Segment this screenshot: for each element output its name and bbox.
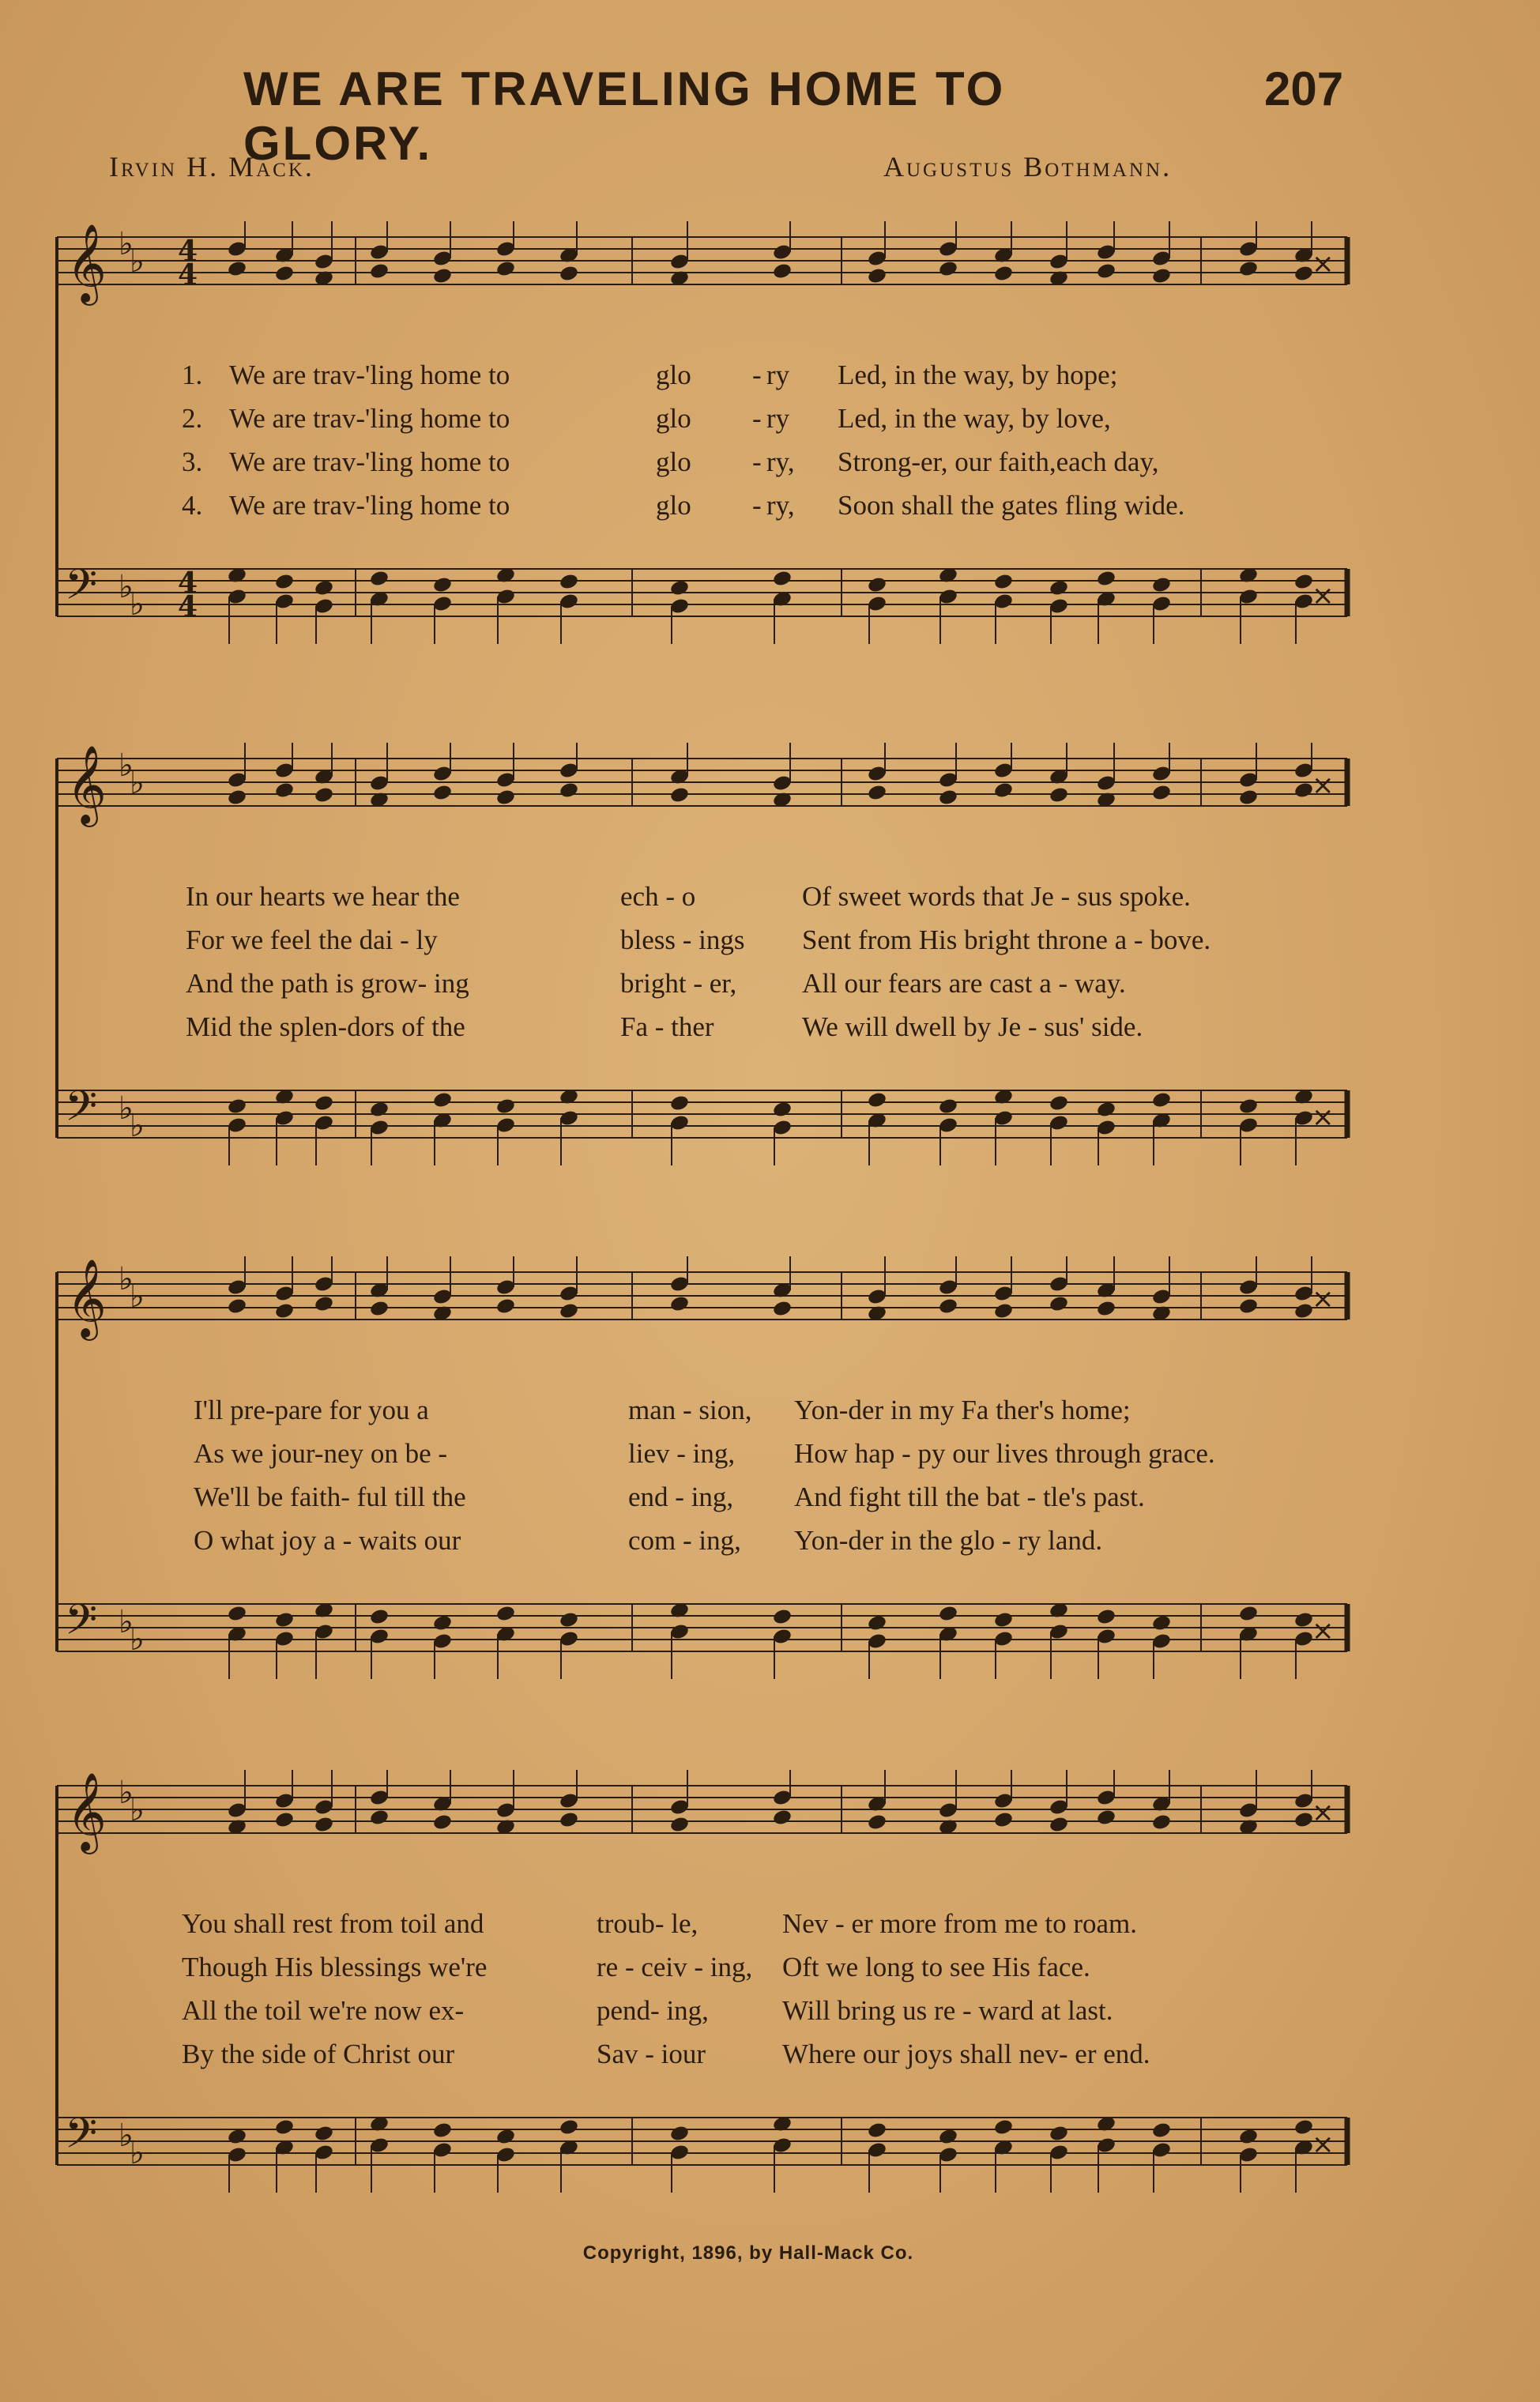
lyric-fragment: bright - er, (620, 968, 737, 999)
lyric-line (0, 1952, 1540, 1991)
note-head (314, 1816, 334, 1834)
note-head (867, 2122, 887, 2140)
note-head (274, 1611, 295, 1629)
note-head (314, 786, 334, 804)
note-head (274, 1302, 295, 1320)
lyric-fragment: Led, in the way, by love, (838, 403, 1111, 434)
note-head (993, 1811, 1014, 1829)
note-head (938, 1097, 958, 1116)
treble-clef-icon: 𝄞 (66, 1772, 107, 1851)
note-head (1096, 262, 1116, 280)
lyric-fragment: Soon shall the gates fling wide. (838, 490, 1185, 521)
composer-credit: Augustus Bothmann. (883, 151, 1173, 183)
lyric-fragment: ry, (766, 490, 795, 521)
note-head (1151, 1614, 1172, 1632)
lyric-fragment: In our hearts we hear the (186, 881, 460, 912)
lyric-fragment: ry (766, 403, 790, 434)
note-head (369, 1608, 390, 1626)
lyric-fragment: man - sion, (628, 1395, 752, 1425)
lyric-line (0, 1011, 1540, 1051)
lyric-fragment: end - ing, (628, 1481, 734, 1512)
note-head (559, 265, 579, 283)
lyric-line (0, 924, 1540, 964)
flat-icon: ♭ (130, 765, 145, 801)
lyric-line (0, 1908, 1540, 1948)
lyric-fragment: And the path is grow- ing (186, 968, 469, 999)
note-head (772, 570, 793, 588)
note-head (274, 573, 295, 591)
note-head (559, 781, 579, 800)
lyric-fragment: - (752, 490, 762, 521)
grand-staff (0, 743, 1540, 1185)
copyright-text: Copyright, 1896, by Hall-Mack Co. (582, 2242, 914, 2264)
bass-clef-icon: 𝄢 (65, 561, 98, 619)
lyric-line (0, 881, 1540, 921)
lyric-fragment: 2. (182, 403, 203, 434)
note-head (369, 1101, 390, 1119)
lyric-fragment: bless - ings (620, 924, 745, 955)
credits (0, 150, 1540, 190)
lyric-fragment: - (752, 446, 762, 477)
flat-icon: ♭ (130, 2135, 145, 2171)
time-signature-numerator: 4 (178, 567, 198, 600)
lyric-fragment: com - ing, (628, 1525, 741, 1556)
flat-icon: ♭ (119, 1775, 134, 1811)
note-head (495, 1097, 516, 1116)
note-head (559, 573, 579, 591)
note-head (227, 1297, 247, 1316)
note-head (669, 1295, 690, 1313)
note-head (669, 579, 690, 597)
lyric-fragment: How hap - py our lives through grace. (794, 1438, 1215, 1469)
note-head (772, 1300, 793, 1318)
lyric-fragment: Fa - ther (620, 1011, 714, 1042)
note-head (1049, 1295, 1069, 1313)
note-head (227, 2128, 247, 2146)
lyric-fragment: You shall rest from toil and (182, 1908, 484, 1939)
lyric-fragment: 4. (182, 490, 203, 521)
note-head (772, 262, 793, 280)
note-head (432, 267, 453, 285)
note-head (1151, 1813, 1172, 1832)
lyric-fragment: We'll be faith- ful till the (194, 1481, 466, 1512)
note-head (1151, 576, 1172, 594)
lyric-fragment: 3. (182, 446, 203, 477)
note-head (938, 2128, 958, 2146)
flat-icon: ♭ (130, 243, 145, 280)
lyric-fragment: Though His blessings we're (182, 1952, 488, 1982)
lyric-fragment: We are trav-'ling home to (229, 446, 510, 477)
note-head (274, 781, 295, 800)
lyric-fragment: - (752, 403, 762, 434)
lyric-line (0, 1395, 1540, 1434)
lyric-fragment: ry (766, 360, 790, 390)
note-head (867, 1614, 887, 1632)
lyric-line (0, 1481, 1540, 1521)
lyric-line (0, 1525, 1540, 1564)
lyric-fragment: O what joy a - waits our (194, 1525, 461, 1556)
note-head (559, 1302, 579, 1320)
lyric-line (0, 1995, 1540, 2035)
lyric-fragment: glo (656, 446, 691, 477)
lyric-line (0, 2039, 1540, 2078)
note-head (1151, 267, 1172, 285)
note-head (772, 1608, 793, 1626)
flat-icon: ♭ (119, 747, 134, 784)
lyric-fragment: Mid the splen-dors of the (186, 1011, 465, 1042)
lyric-fragment: I'll pre-pare for you a (194, 1395, 429, 1425)
note-head (274, 265, 295, 283)
lyric-fragment: Strong-er, our faith,each day, (838, 446, 1159, 477)
flat-icon: ♭ (119, 1090, 134, 1127)
lyric-fragment: Will bring us re - ward at last. (782, 1995, 1113, 2026)
note-head (432, 576, 453, 594)
lyric-fragment: All the toil we're now ex- (182, 1995, 465, 2026)
note-head (1096, 570, 1116, 588)
note-head (274, 2118, 295, 2137)
lyric-fragment: As we jour-ney on be - (194, 1438, 448, 1469)
note-head (227, 1097, 247, 1116)
note-head (559, 2118, 579, 2137)
note-head (369, 570, 390, 588)
note-head (669, 2125, 690, 2143)
note-head (314, 579, 334, 597)
note-head (314, 1295, 334, 1313)
note-head (993, 2118, 1014, 2137)
lyric-fragment: Oft we long to see His face. (782, 1952, 1090, 1982)
lyric-fragment: troub- le, (597, 1908, 698, 1939)
note-head (938, 1297, 958, 1316)
flat-icon: ♭ (119, 226, 134, 262)
lyric-fragment: Nev - er more from me to roam. (782, 1908, 1138, 1939)
rest-icon: × (1312, 770, 1335, 801)
rest-icon: × (1312, 1101, 1335, 1133)
note-head (432, 1091, 453, 1109)
lyric-fragment: We are trav-'ling home to (229, 403, 510, 434)
note-head (1049, 579, 1069, 597)
note-head (432, 1813, 453, 1832)
note-head (772, 1809, 793, 1827)
note-head (1049, 786, 1069, 804)
note-head (867, 1813, 887, 1832)
note-head (669, 1094, 690, 1113)
note-head (1151, 2122, 1172, 2140)
note-head (1151, 1091, 1172, 1109)
lyric-fragment: liev - ing, (628, 1438, 736, 1469)
rest-icon: × (1312, 1797, 1335, 1828)
note-head (495, 789, 516, 807)
lyric-line (0, 1438, 1540, 1478)
note-head (993, 1302, 1014, 1320)
note-head (867, 784, 887, 802)
lyric-fragment: Sav - iour (597, 2039, 706, 2069)
note-head (1096, 1300, 1116, 1318)
note-head (432, 1614, 453, 1632)
lyric-fragment: Where our joys shall nev- er end. (782, 2039, 1150, 2069)
lyric-fragment: Led, in the way, by hope; (838, 360, 1118, 390)
treble-clef-icon: 𝄞 (66, 224, 107, 303)
lyric-fragment: - (752, 360, 762, 390)
note-head (1096, 1809, 1116, 1827)
lyric-fragment: ry, (766, 446, 795, 477)
time-signature-denominator: 4 (178, 590, 198, 623)
note-head (1151, 784, 1172, 802)
note-head (1238, 2128, 1259, 2146)
rest-icon: × (1312, 580, 1335, 612)
flat-icon: ♭ (130, 1108, 145, 1144)
note-head (369, 1809, 390, 1827)
treble-clef-icon: 𝄞 (66, 1259, 107, 1338)
treble-clef-icon: 𝄞 (66, 745, 107, 824)
flat-icon: ♭ (130, 1792, 145, 1828)
lyric-fragment: pend- ing, (597, 1995, 709, 2026)
note-head (1238, 789, 1259, 807)
rest-icon: × (1312, 248, 1335, 280)
grand-staff (0, 221, 1540, 664)
note-head (314, 1094, 334, 1113)
lyric-fragment: glo (656, 360, 691, 390)
lyric-fragment: Sent from His bright throne a - bove. (802, 924, 1211, 955)
rest-icon: × (1312, 1615, 1335, 1647)
lyric-fragment: We are trav-'ling home to (229, 360, 510, 390)
note-head (867, 576, 887, 594)
note-head (993, 265, 1014, 283)
lyric-fragment: ech - o (620, 881, 696, 912)
note-head (369, 262, 390, 280)
copyright-notice (0, 2242, 1540, 2265)
note-head (938, 789, 958, 807)
note-head (1238, 1097, 1259, 1116)
lyric-fragment: 1. (182, 360, 203, 390)
note-head (495, 260, 516, 278)
lyric-fragment: For we feel the dai - ly (186, 924, 438, 955)
note-head (1049, 2125, 1069, 2143)
flat-icon: ♭ (119, 1604, 134, 1640)
grand-staff (0, 1770, 1540, 2212)
note-head (227, 260, 247, 278)
lyric-fragment: glo (656, 403, 691, 434)
rest-icon: × (1312, 2129, 1335, 2160)
note-head (867, 267, 887, 285)
lyric-line (0, 446, 1540, 486)
note-head (432, 2122, 453, 2140)
lyric-fragment: glo (656, 490, 691, 521)
lyric-line (0, 490, 1540, 529)
note-head (495, 1297, 516, 1316)
flat-icon: ♭ (130, 1621, 145, 1658)
note-head (1238, 260, 1259, 278)
lyric-fragment: By the side of Christ our (182, 2039, 455, 2069)
lyric-line (0, 968, 1540, 1007)
lyric-line (0, 360, 1540, 399)
note-head (559, 1611, 579, 1629)
lyric-line (0, 403, 1540, 442)
note-head (559, 1811, 579, 1829)
note-head (1096, 1608, 1116, 1626)
bass-clef-icon: 𝄢 (65, 1082, 98, 1141)
flat-icon: ♭ (119, 569, 134, 605)
note-head (1238, 1605, 1259, 1623)
bass-clef-icon: 𝄢 (65, 2110, 98, 2168)
note-head (227, 789, 247, 807)
lyric-fragment: Of sweet words that Je - sus spoke. (802, 881, 1191, 912)
note-head (867, 1091, 887, 1109)
flat-icon: ♭ (119, 2118, 134, 2154)
flat-icon: ♭ (130, 586, 145, 623)
time-signature-numerator: 4 (178, 235, 198, 268)
lyric-fragment: Yon-der in the glo - ry land. (794, 1525, 1103, 1556)
lyric-fragment: We will dwell by Je - sus' side. (802, 1011, 1143, 1042)
lyric-fragment: All our fears are cast a - way. (802, 968, 1126, 999)
note-head (314, 2125, 334, 2143)
note-head (1096, 1101, 1116, 1119)
note-head (669, 786, 690, 804)
note-head (772, 1101, 793, 1119)
page-title: WE ARE TRAVELING HOME TO GLORY. (243, 62, 1006, 170)
note-head (369, 1300, 390, 1318)
rest-icon: × (1312, 1283, 1335, 1315)
lyric-fragment: We are trav-'ling home to (229, 490, 510, 521)
lyric-fragment: re - ceiv - ing, (597, 1952, 753, 1982)
note-head (993, 781, 1014, 800)
note-head (1238, 1297, 1259, 1316)
flat-icon: ♭ (130, 1278, 145, 1315)
note-head (495, 2128, 516, 2146)
grand-staff (0, 1256, 1540, 1699)
page-number: 207 (1264, 62, 1344, 115)
note-head (432, 784, 453, 802)
note-head (1049, 1816, 1069, 1834)
lyricist-credit: Irvin H. Mack. (109, 151, 314, 183)
lyric-fragment: Yon-der in my Fa ther's home; (794, 1395, 1131, 1425)
note-head (1049, 1094, 1069, 1113)
note-head (938, 260, 958, 278)
note-head (495, 1605, 516, 1623)
note-head (669, 1816, 690, 1834)
note-head (993, 573, 1014, 591)
flat-icon: ♭ (119, 1261, 134, 1297)
note-head (993, 1611, 1014, 1629)
note-head (938, 1605, 958, 1623)
note-head (227, 1605, 247, 1623)
note-head (274, 1811, 295, 1829)
lyric-fragment: And fight till the bat - tle's past. (794, 1481, 1145, 1512)
time-signature-denominator: 4 (178, 258, 198, 292)
bass-clef-icon: 𝄢 (65, 1596, 98, 1655)
